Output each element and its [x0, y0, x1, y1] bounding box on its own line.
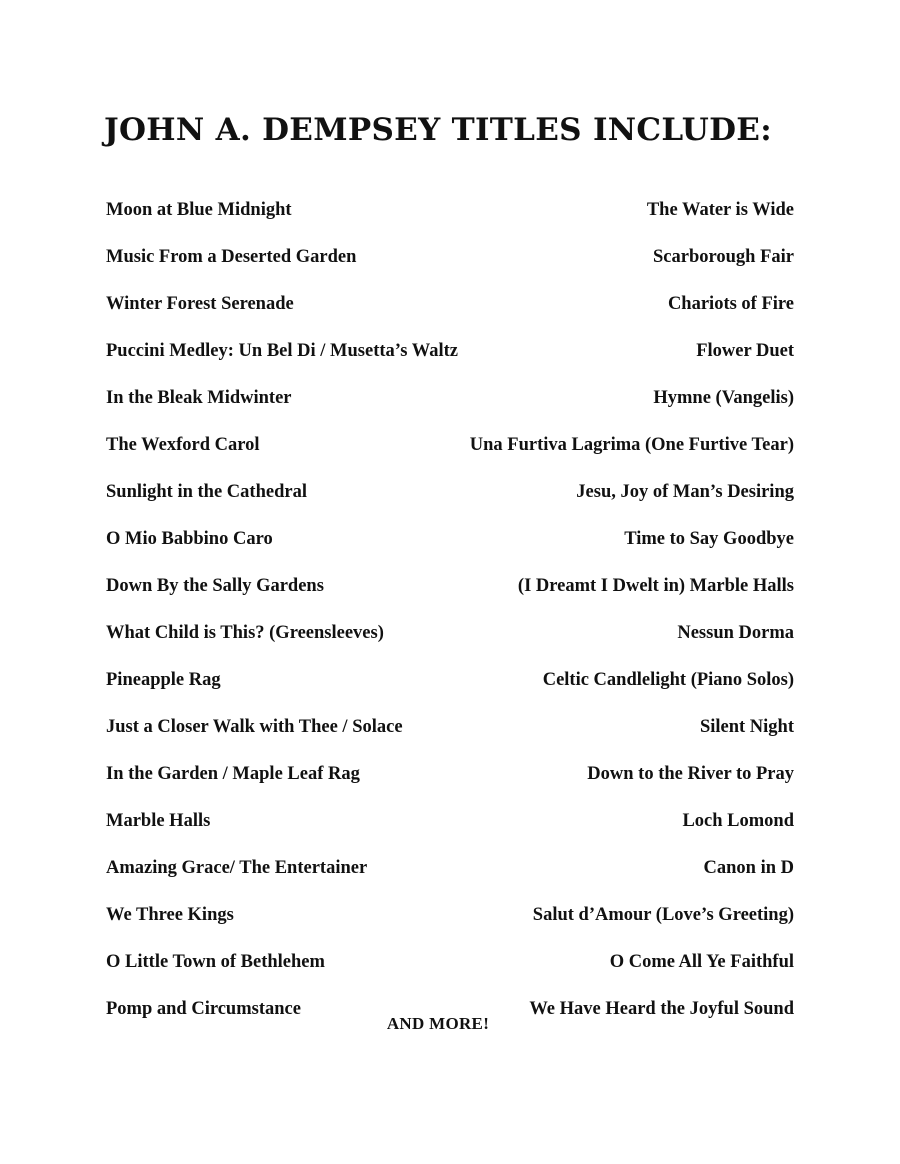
left-title: The Wexford Carol: [106, 435, 260, 455]
right-title: The Water is Wide: [646, 200, 794, 220]
right-title: Celtic Candlelight (Piano Solos): [542, 670, 794, 690]
left-title: Amazing Grace/ The Entertainer: [106, 858, 368, 878]
left-title: Music From a Deserted Garden: [106, 247, 357, 267]
title-row: [106, 751, 794, 798]
right-title: Chariots of Fire: [667, 294, 794, 314]
title-row: [106, 469, 794, 516]
left-title: Sunlight in the Cathedral: [106, 482, 307, 502]
right-title: Scarborough Fair: [653, 247, 794, 267]
left-title: Pomp and Circumstance: [106, 999, 301, 1019]
right-title: (I Dreamt I Dwelt in) Marble Halls: [517, 576, 794, 596]
right-title: Flower Duet: [696, 341, 794, 361]
title-row: [106, 892, 794, 939]
title-row: [106, 939, 794, 986]
left-title: In the Garden / Maple Leaf Rag: [106, 764, 360, 784]
left-title: Just a Closer Walk with Thee / Solace: [106, 717, 403, 737]
left-title: O Mio Babbino Caro: [106, 529, 273, 549]
left-title: Down By the Sally Gardens: [106, 576, 324, 596]
title-row: [106, 563, 794, 610]
title-row: [106, 704, 794, 751]
left-title: What Child is This? (Greensleeves): [106, 623, 384, 643]
title-row: [106, 798, 794, 845]
title-row: [106, 657, 794, 704]
right-title: Time to Say Goodbye: [624, 529, 794, 549]
right-title: Canon in D: [703, 858, 794, 878]
title-row: [106, 281, 794, 328]
right-title: Una Furtiva Lagrima (One Furtive Tear): [469, 435, 794, 455]
right-title: Nessun Dorma: [677, 623, 794, 643]
title-row: [106, 187, 794, 234]
right-title: Hymne (Vangelis): [653, 388, 794, 408]
title-row: [106, 328, 794, 375]
right-title: Down to the River to Pray: [587, 764, 794, 784]
right-title: Silent Night: [699, 717, 794, 737]
title-row: [106, 375, 794, 422]
title-row: [106, 610, 794, 657]
right-title: Loch Lomond: [682, 811, 794, 831]
right-title: We Have Heard the Joyful Sound: [529, 999, 794, 1019]
left-title: Pineapple Rag: [106, 670, 221, 690]
title-row: [106, 516, 794, 563]
left-title: Puccini Medley: Un Bel Di / Musetta’s Waltz: [106, 341, 458, 361]
titles-list: [106, 187, 794, 1033]
right-title: Jesu, Joy of Man’s Desiring: [576, 482, 794, 502]
left-title: Marble Halls: [106, 811, 211, 831]
title-row: [106, 422, 794, 469]
right-title: O Come All Ye Faithful: [609, 952, 794, 972]
left-title: We Three Kings: [106, 905, 234, 925]
title-row: [106, 845, 794, 892]
and-more-note: AND MORE!: [386, 1014, 490, 1033]
left-title: Winter Forest Serenade: [106, 294, 294, 314]
left-title: O Little Town of Bethlehem: [106, 952, 325, 972]
left-title: Moon at Blue Midnight: [106, 200, 292, 220]
left-title: In the Bleak Midwinter: [106, 388, 292, 408]
right-title: Salut d’Amour (Love’s Greeting): [532, 905, 794, 925]
title-row: [106, 234, 794, 281]
page-title: JOHN A. DEMPSEY TITLES INCLUDE:: [104, 112, 772, 148]
